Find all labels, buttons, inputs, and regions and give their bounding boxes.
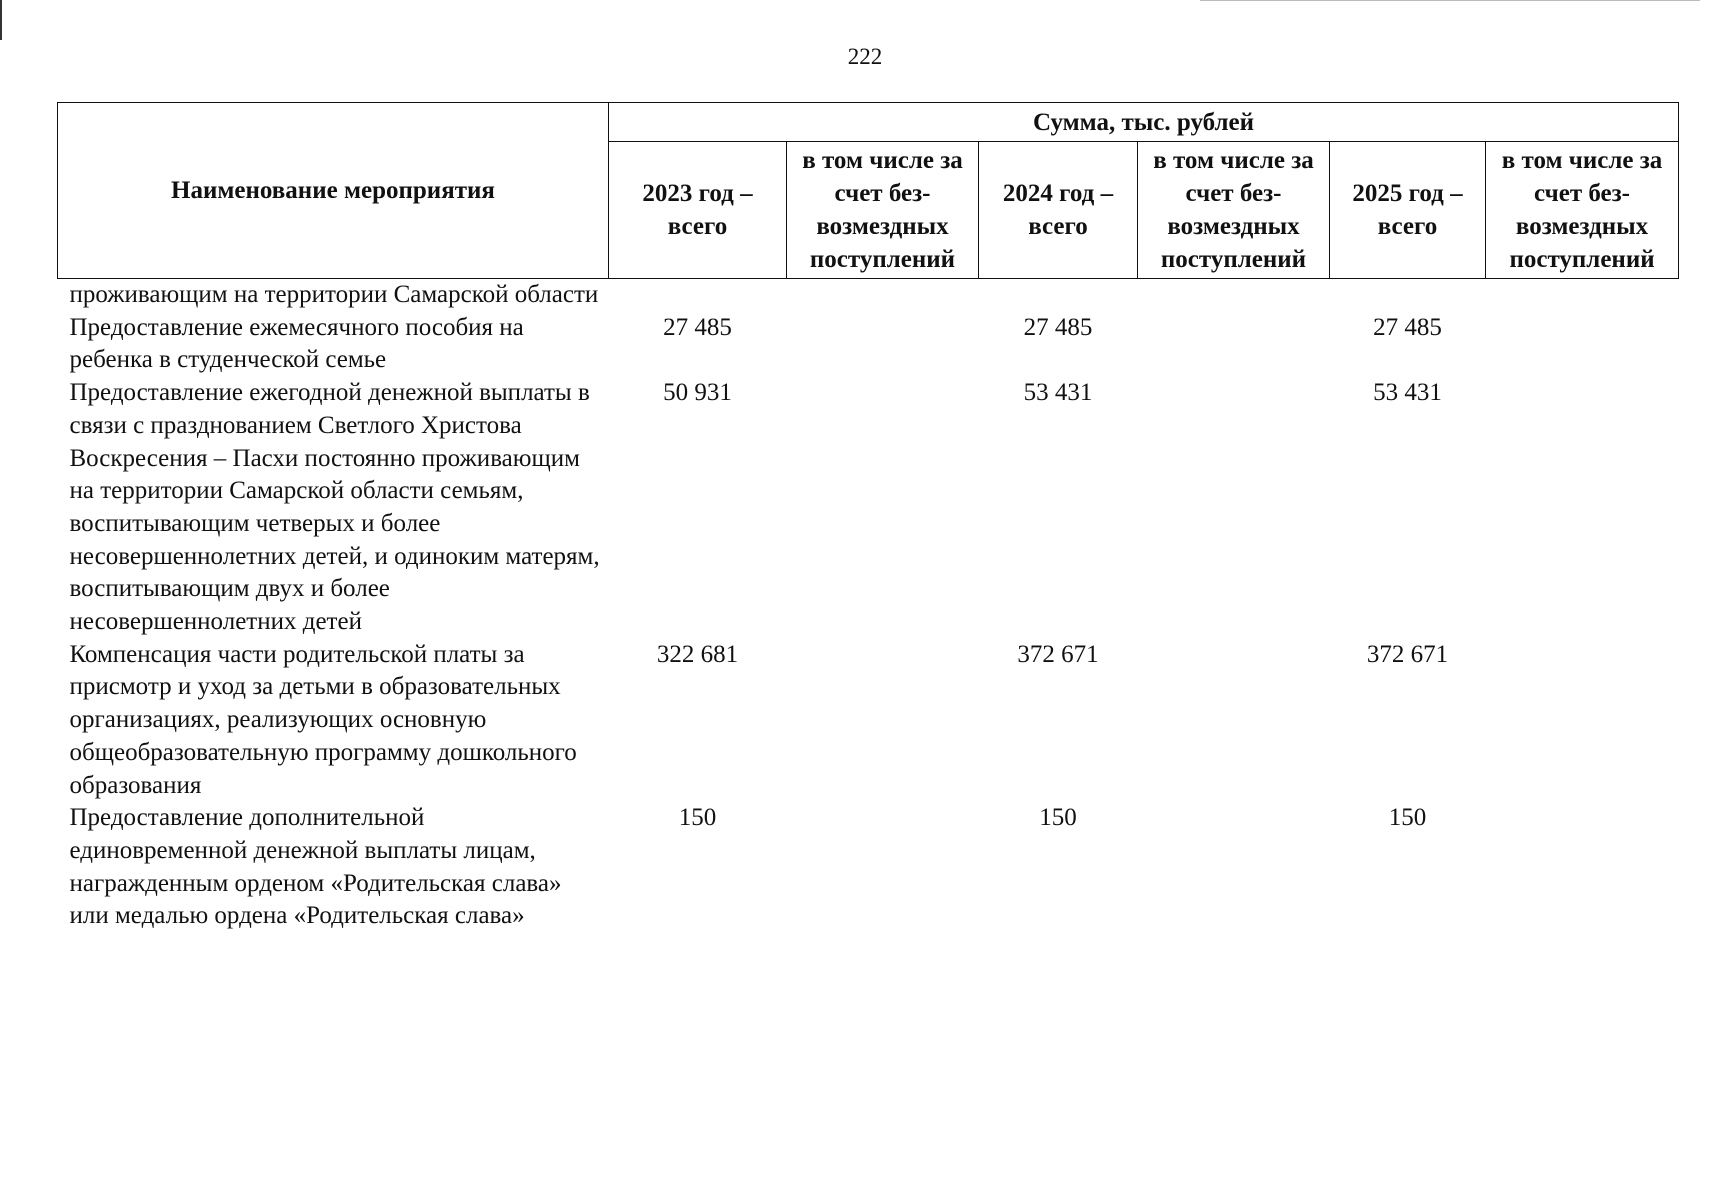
column-header-name: Наименование мероприятия [58, 103, 609, 279]
column-header-2023-total: 2023 год – всего [609, 142, 787, 279]
value-2023-grants [787, 377, 979, 639]
measure-name: Предоставление ежегодной денежной выплаты в связи с празднованием Светлого Христова Воскресения – Пасхи постоянно проживающим на территории Самарской области семьям, воспитывающим четверых и более несовершеннолетних детей, и одиноким матерям, воспитывающим двух и более несовершеннолетних детей [69, 379, 600, 636]
value-2025-grants [1486, 377, 1679, 639]
value-2025-total: 372 671 [1366, 640, 1449, 668]
column-header-2024-grants: в том числе за счет без-возмездных поступлений [1138, 142, 1330, 279]
value-2024-grants [1138, 279, 1330, 312]
value-2023-grants [787, 802, 979, 933]
value-2025-total [1330, 279, 1486, 312]
value-2023-grants [787, 639, 979, 803]
value-2024-total [979, 279, 1138, 312]
table-body [58, 279, 1679, 934]
table-header [58, 103, 1679, 279]
scan-edge-mark [0, 0, 2, 40]
budget-table [57, 102, 1679, 933]
table-row [58, 312, 1679, 377]
table-row [58, 639, 1679, 803]
value-2024-grants [1138, 377, 1330, 639]
value-2025-total: 150 [1388, 804, 1427, 832]
column-header-2024-total: 2024 год – всего [979, 142, 1138, 279]
value-2024-total: 372 671 [1017, 640, 1099, 668]
value-2024-total: 53 431 [1023, 379, 1093, 407]
column-header-2023-grants: в том числе за счет без-возмездных поступлений [787, 142, 979, 279]
value-2024-total: 27 485 [1023, 313, 1093, 341]
value-2024-total: 150 [1039, 804, 1077, 832]
measure-name: Предоставление ежемесячного пособия на ребенка в студенческой семье [69, 313, 524, 374]
column-group-sum: Сумма, тыс. рублей [609, 103, 1679, 142]
value-2023-total [609, 279, 787, 312]
value-2025-total: 53 431 [1373, 379, 1442, 407]
value-2024-grants [1138, 639, 1330, 803]
column-header-2025-grants: в том числе за счет без-возмездных поступлений [1486, 142, 1679, 279]
value-2024-grants [1138, 802, 1330, 933]
page-number: 222 [847, 44, 883, 69]
column-header-2025-total: 2025 год – всего [1330, 142, 1486, 279]
measure-name: Предоставление дополнительной единовременной денежной выплаты лицам, награжденным орденом «Родительская слава» или медалью ордена «Родительская слава» [69, 804, 562, 930]
value-2025-grants [1486, 279, 1679, 312]
table-row [58, 802, 1679, 933]
value-2024-grants [1138, 312, 1330, 377]
value-2023-grants [787, 312, 979, 377]
value-2025-grants [1486, 802, 1679, 933]
scan-edge-mark-top [1200, 0, 1700, 1]
value-2025-total: 27 485 [1373, 313, 1442, 341]
measure-name: Компенсация части родительской платы за присмотр и уход за детьми в образовательных организациях, реализующих основную общеобразовательную программу дошкольного образования [69, 640, 577, 799]
value-2023-grants [787, 279, 979, 312]
value-2023-total: 27 485 [663, 313, 732, 341]
value-2025-grants [1486, 312, 1679, 377]
value-2023-total: 150 [678, 804, 717, 832]
table-row [58, 279, 1679, 312]
value-2023-total: 50 931 [663, 379, 732, 407]
value-2025-grants [1486, 639, 1679, 803]
value-2023-total: 322 681 [656, 640, 739, 668]
measure-name: проживающим на территории Самарской области [69, 281, 599, 308]
table-row [58, 377, 1679, 639]
